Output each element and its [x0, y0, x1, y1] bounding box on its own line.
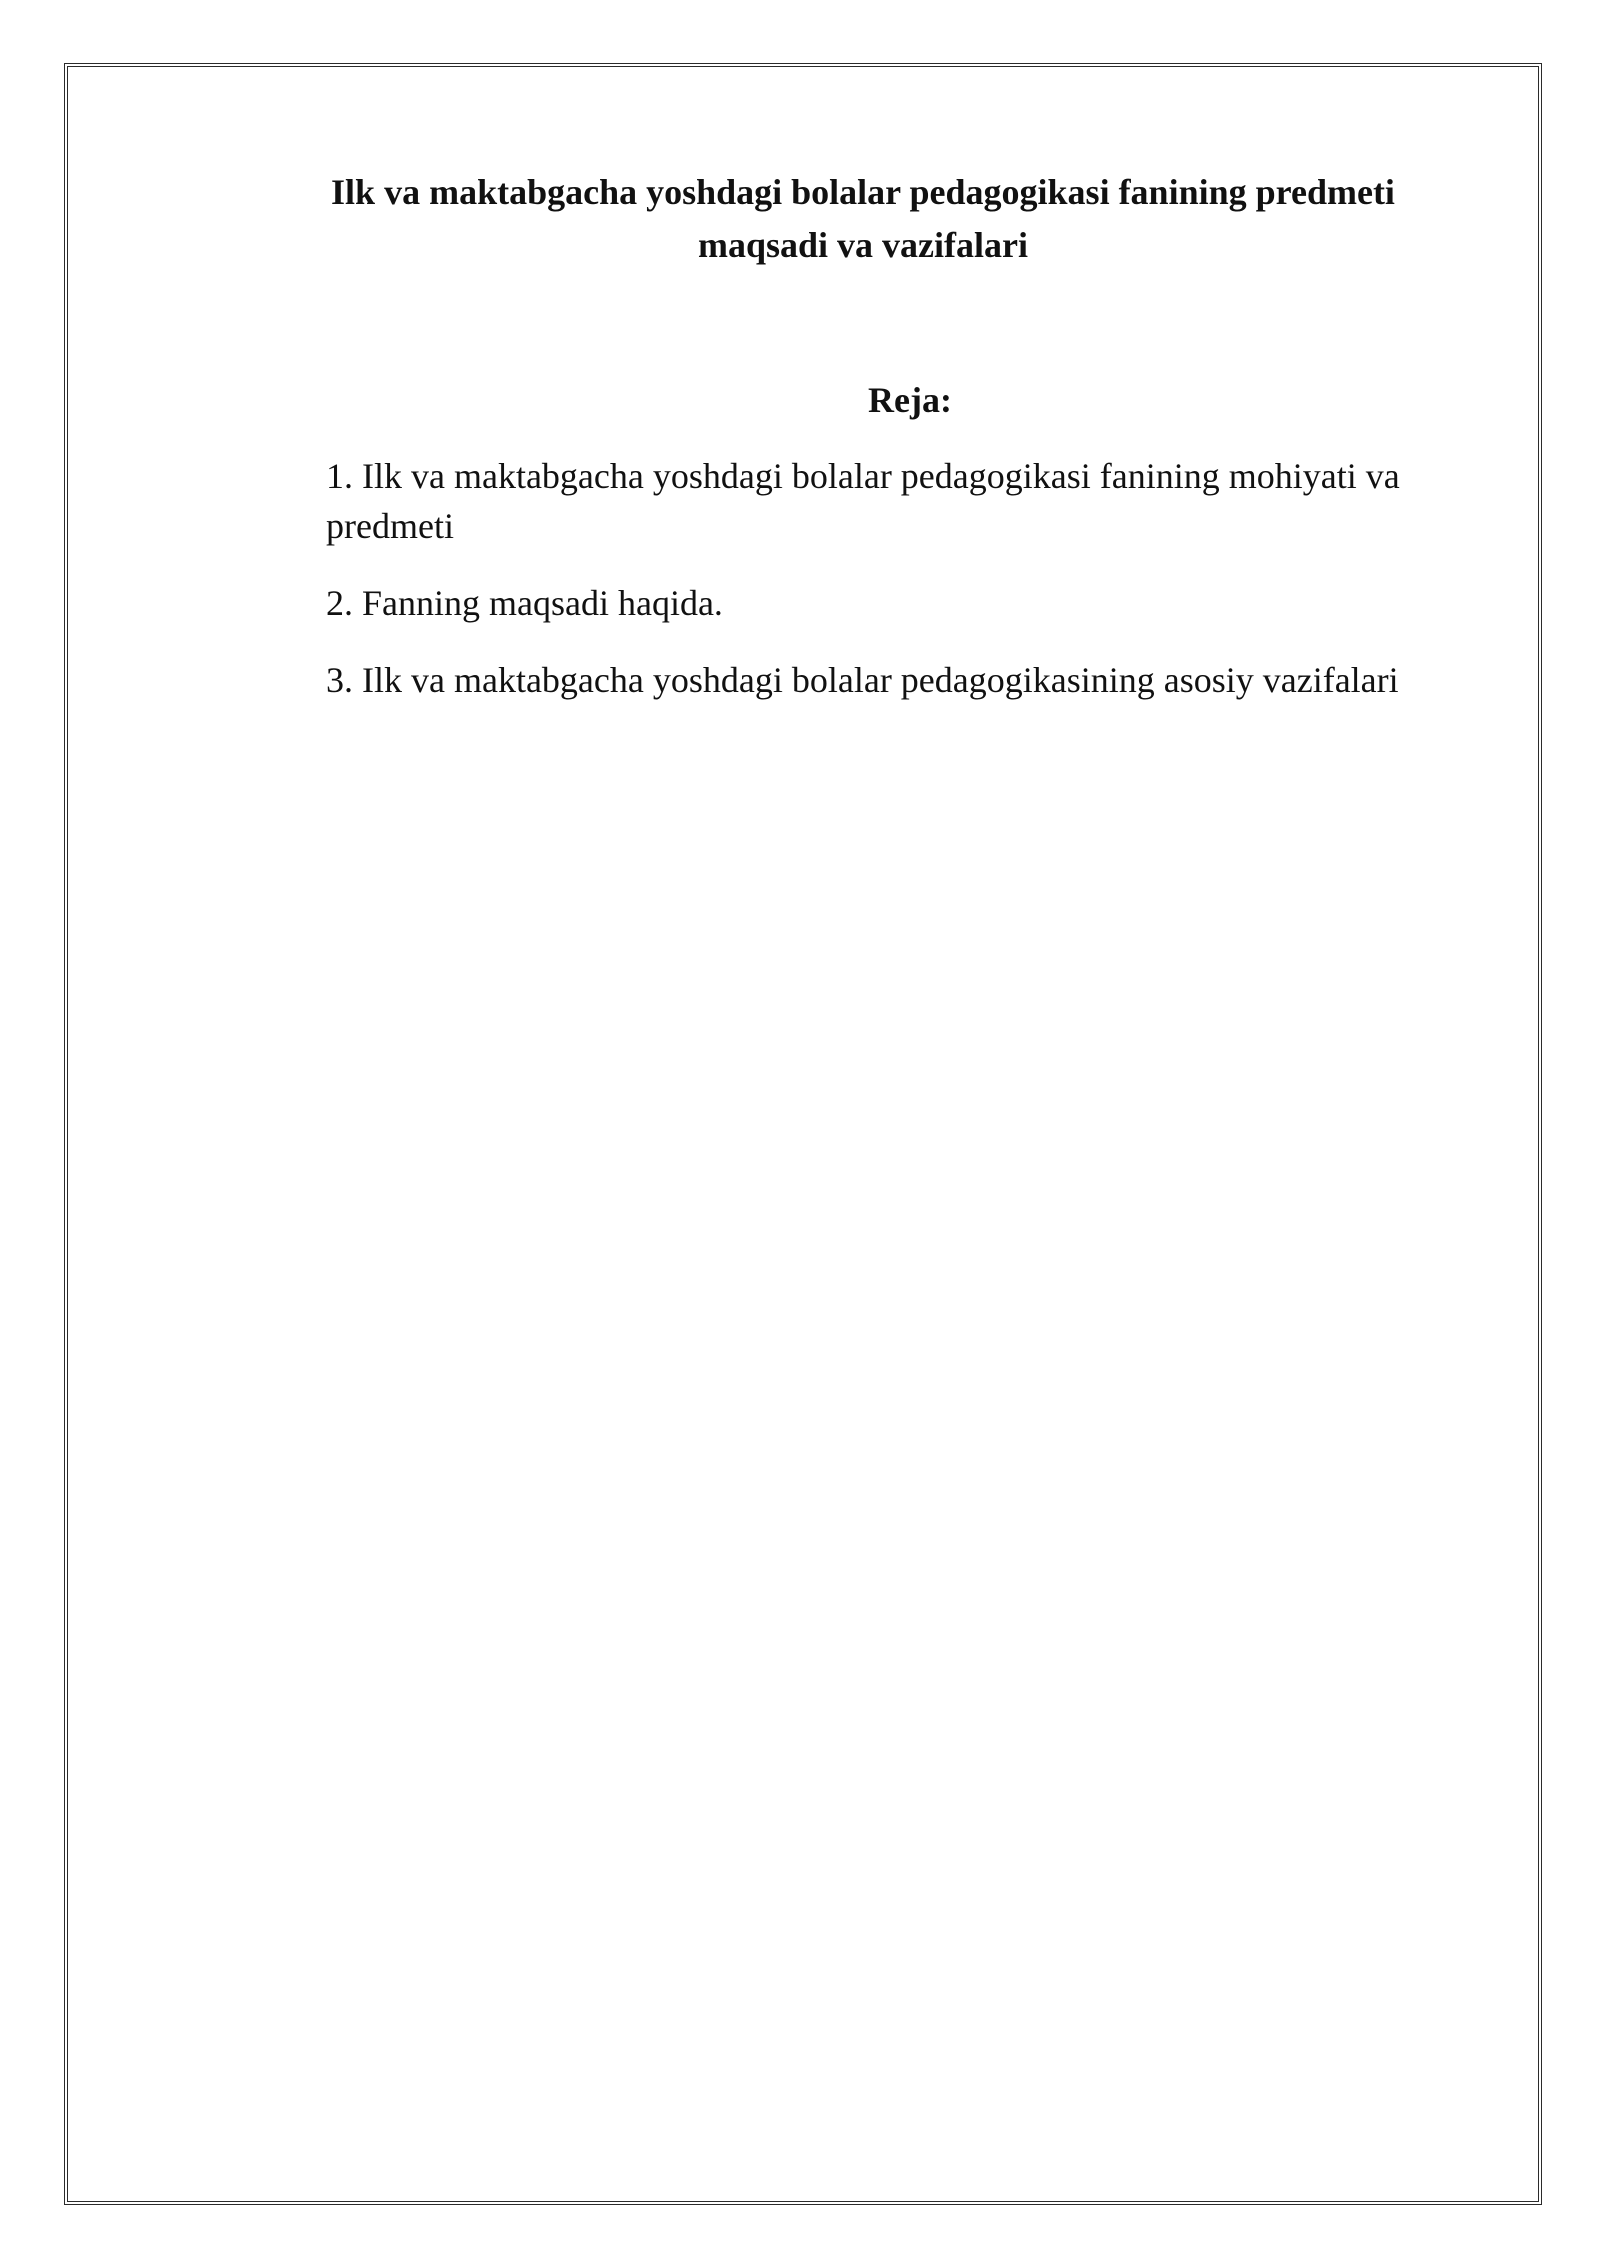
document-title-line-2: maqsadi va vazifalari [698, 225, 1028, 265]
plan-item-2: 2. Fanning maqsadi haqida. [326, 583, 723, 623]
document-title-line-1: Ilk va maktabgacha yoshdagi bolalar pedagogikasi fanining predmeti [331, 172, 1395, 212]
plan-item-1: 1. Ilk va maktabgacha yoshdagi bolalar pedagogikasi fanining mohiyati va predmeti [326, 456, 1400, 546]
plan-item-3: 3. Ilk va maktabgacha yoshdagi bolalar pedagogikasining asosiy vazifalari [326, 660, 1399, 700]
document-title [200, 166, 1526, 272]
page-border [64, 63, 1542, 2205]
plan-list [326, 451, 1486, 732]
plan-heading: Reja: [868, 380, 952, 420]
